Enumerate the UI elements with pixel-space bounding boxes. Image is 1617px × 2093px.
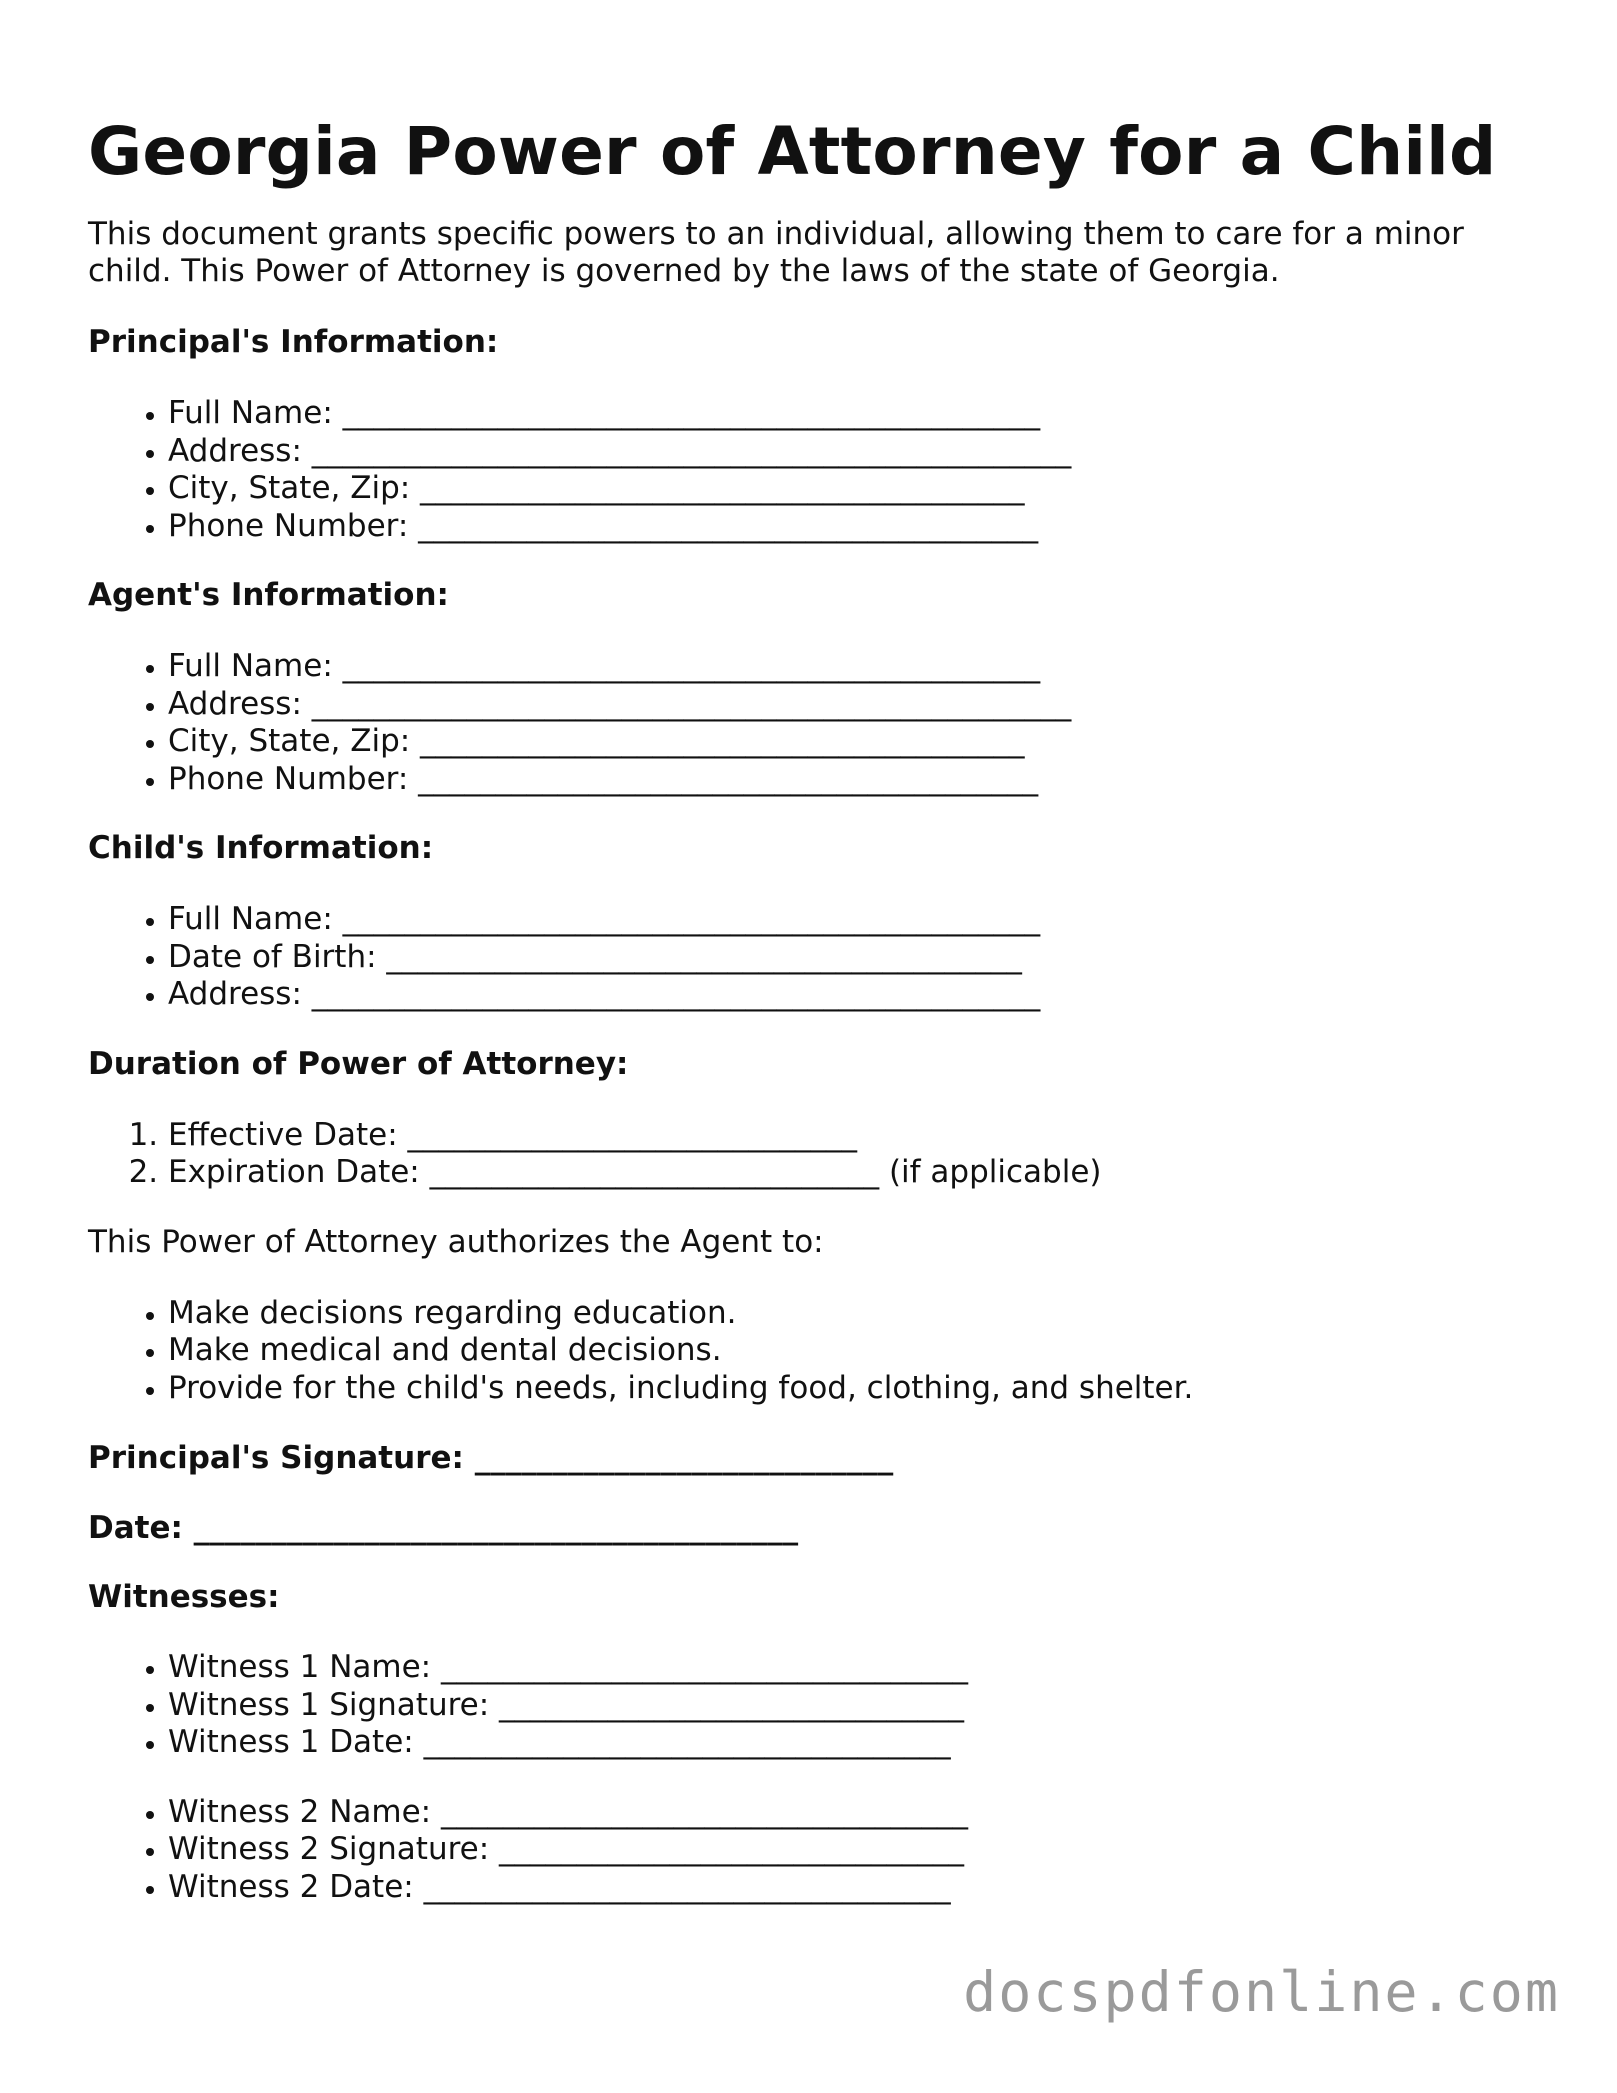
child-dob-field: • Date of Birth: _________________________________________: [168, 939, 1548, 977]
child-full-name-field: • Full Name: _____________________________________________: [168, 901, 1548, 939]
witnesses-heading: Witnesses:: [88, 1579, 280, 1615]
witness-1-name-field: • Witness 1 Name: __________________________________: [168, 1649, 1548, 1687]
witness-1-list: [88, 1649, 1548, 1762]
principal-city-state-zip-field: • City, State, Zip: _______________________________________: [168, 470, 1548, 508]
witness-2-name-field: • Witness 2 Name: __________________________________: [168, 1794, 1548, 1832]
agent-phone-field: • Phone Number: ________________________________________: [168, 761, 1548, 799]
date-line: Date: _______________________________________: [88, 1510, 799, 1546]
principal-address-field: • Address: _________________________________________________: [168, 433, 1548, 471]
child-list: [88, 901, 1548, 1014]
authority-education: • Make decisions regarding education.: [168, 1295, 1548, 1333]
principal-phone-field: • Phone Number: ________________________________________: [168, 508, 1548, 546]
intro-paragraph: This document grants specific powers to an individual, allowing them to care for a minor child. This Power of Attorney is governed by the laws of the state of Georgia.: [88, 216, 1464, 289]
expiration-date-field: 2. Expiration Date: _____________________________ (if applicable): [168, 1154, 1548, 1192]
authorizes-text: This Power of Attorney authorizes the Agent to:: [88, 1223, 824, 1260]
authorizes-list: [88, 1295, 1548, 1408]
child-heading: Child's Information:: [88, 830, 434, 866]
principal-full-name-field: • Full Name: _____________________________________________: [168, 395, 1548, 433]
witness-2-date-field: • Witness 2 Date: __________________________________: [168, 1869, 1548, 1907]
authority-needs: • Provide for the child's needs, including food, clothing, and shelter.: [168, 1370, 1548, 1408]
principal-list: [88, 395, 1548, 545]
principal-signature-line: Principal's Signature: ___________________________: [88, 1440, 894, 1476]
witness-1-signature-field: • Witness 1 Signature: ______________________________: [168, 1687, 1548, 1725]
witness-1-date-field: • Witness 1 Date: __________________________________: [168, 1724, 1548, 1762]
agent-list: [88, 648, 1548, 798]
agent-heading: Agent's Information:: [88, 577, 449, 613]
agent-city-state-zip-field: • City, State, Zip: _______________________________________: [168, 723, 1548, 761]
document-page: [88, 108, 1548, 1906]
duration-heading: Duration of Power of Attorney:: [88, 1045, 629, 1082]
witness-2-signature-field: • Witness 2 Signature: ______________________________: [168, 1831, 1548, 1869]
effective-date-field: 1. Effective Date: _____________________________: [168, 1117, 1548, 1155]
principal-heading: Principal's Information:: [88, 324, 499, 360]
agent-address-field: • Address: _________________________________________________: [168, 686, 1548, 724]
duration-list: [88, 1117, 1548, 1192]
witness-2-list: [88, 1794, 1548, 1907]
authority-medical: • Make medical and dental decisions.: [168, 1332, 1548, 1370]
agent-full-name-field: • Full Name: _____________________________________________: [168, 648, 1548, 686]
child-address-field: • Address: _______________________________________________: [168, 976, 1548, 1014]
page-title: Georgia Power of Attorney for a Child: [88, 113, 1497, 190]
watermark: docspdfonline.com: [963, 1960, 1560, 2024]
